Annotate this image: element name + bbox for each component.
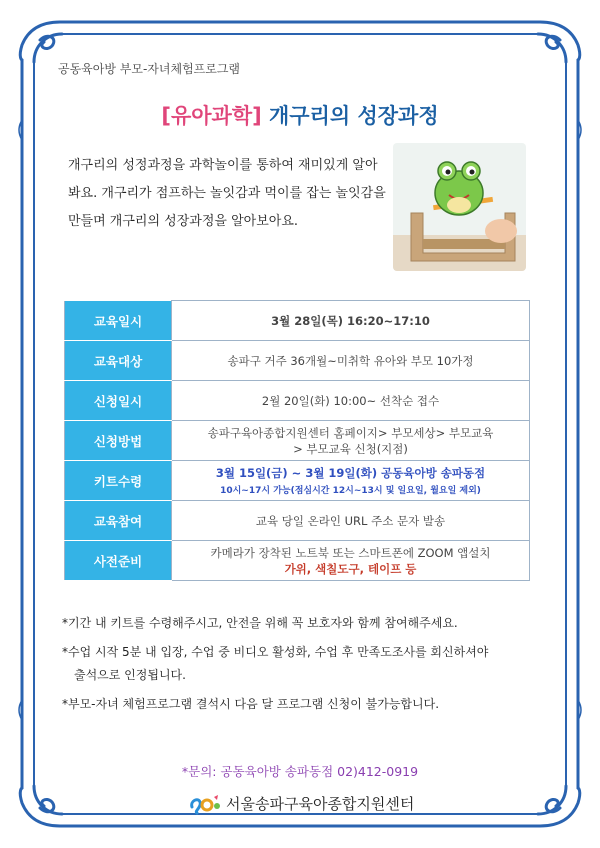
row-label: 교육대상 [65,341,172,381]
row-label: 사전준비 [65,541,172,581]
table-row [65,421,530,461]
row-value: 3월 28일(목) 16:20~17:10 [172,301,530,341]
frog-craft-photo [393,143,526,271]
row-value-line1: 송파구육아종합지원센터 홈페이지> 부모세상> 부모교육 [207,425,494,440]
table-row [65,301,530,341]
contact-info: *문의: 공동육아방 송파동점 02)412-0919 [181,764,419,779]
table-row [65,541,530,581]
row-label: 신청일시 [65,381,172,421]
notes-section [62,612,542,722]
row-label: 교육일시 [65,301,172,341]
supplies-list: 가위, 색칠도구, 테이프 등 [284,561,417,576]
row-label: 신청방법 [65,421,172,461]
table-row [65,381,530,421]
row-value [172,541,530,581]
note-item: *부모-자녀 체험프로그램 결석시 다음 달 프로그램 신청이 불가능합니다. [62,697,440,711]
row-value [172,421,530,461]
footer [188,790,414,816]
row-value-line2: > 부모교육 신청(지점) [293,441,408,456]
table-row [65,461,530,501]
row-value: 송파구 거주 36개월~미취학 유아와 부모 10가정 [172,341,530,381]
page-title [0,100,600,130]
row-value [172,461,530,501]
title-category: [유아과학] [161,104,262,128]
kit-pickup-dates: 3월 15일(금) ~ 3월 19일(화) 공동육아방 송파동점 [215,466,486,480]
note-line: 출석으로 인정됩니다. [74,668,186,682]
note-line: *수업 시작 5분 내 입장, 수업 중 비디오 활성화, 수업 후 만족도조사를 회신하셔야 [62,645,489,659]
row-value-line1: 카메라가 장착된 노트북 또는 스마트폰에 ZOOM 앱설치 [210,545,491,560]
row-label: 교육참여 [65,501,172,541]
program-subtitle: 공동육아방 부모-자녀체험프로그램 [58,62,241,76]
row-value: 2월 20일(화) 10:00~ 선착순 접수 [172,381,530,421]
program-info-table [64,300,530,581]
note-item [62,641,542,687]
table-row [65,501,530,541]
title-text: 개구리의 성장과정 [261,104,439,128]
kit-pickup-hours: 10시~17시 가능(점심시간 12시~13시 및 일요일, 월요일 제외) [220,486,481,496]
frog-craft-toy-icon [393,143,526,271]
songpa-logo-icon [188,791,222,815]
table-row [65,341,530,381]
note-item: *기간 내 키트를 수령해주시고, 안전을 위해 꼭 보호자와 함께 참여해주세요. [62,616,458,630]
intro-paragraph: 개구리의 성정과정을 과학놀이를 통하여 재미있게 알아봐요. 개구리가 점프하는 놀잇감과 먹이를 잡는 놀잇감을 만들며 개구리의 성장과정을 알아보아요. [68,158,386,229]
row-value: 교육 당일 온라인 URL 주소 문자 발송 [172,501,530,541]
row-label: 키트수령 [65,461,172,501]
organization-name: 서울송파구육아종합지원센터 [226,794,415,813]
